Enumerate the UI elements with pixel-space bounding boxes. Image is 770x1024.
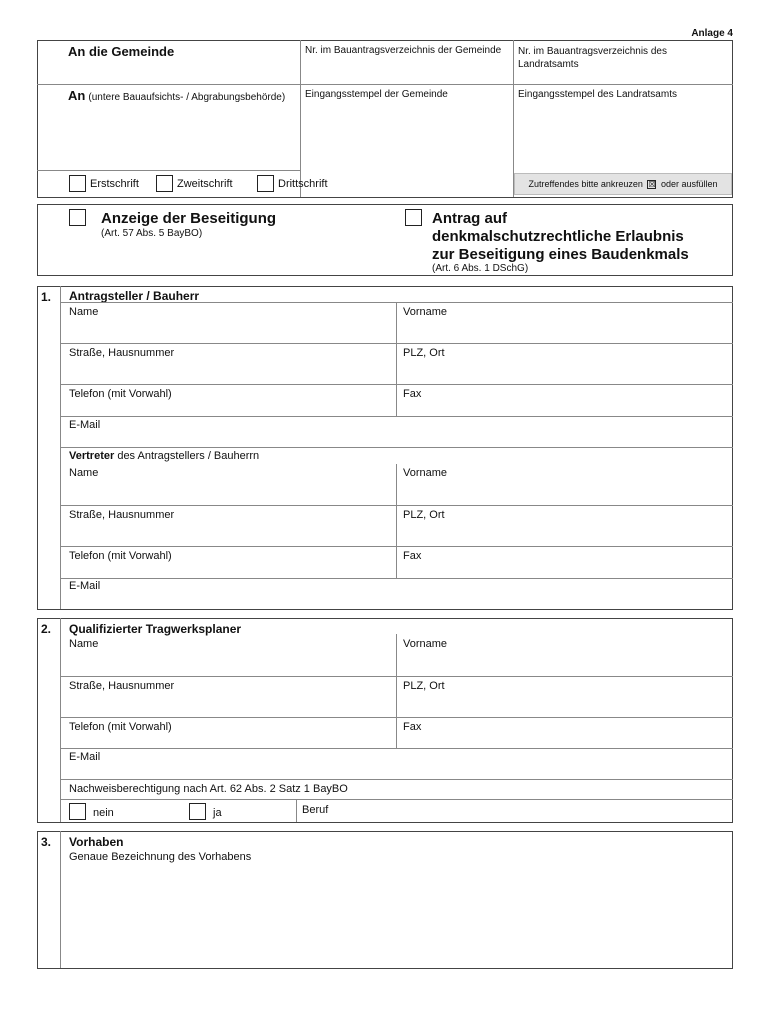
anlage-label: Anlage 4 [691,28,733,39]
anzeige-ref: (Art. 57 Abs. 5 BayBO) [101,228,203,239]
s1v-plz-label[interactable]: PLZ, Ort [403,509,445,521]
s2-line-1 [60,676,733,677]
header-row-line [37,84,733,85]
s1v-strasse-label[interactable]: Straße, Hausnummer [69,509,175,521]
hint-text-after: oder ausfüllen [660,179,718,189]
section2-title: Qualifizierter Tragwerksplaner [69,622,242,636]
header-copy-line [37,170,301,171]
vertreter-heading [69,450,259,462]
an-die-gemeinde: An die Gemeinde [68,44,175,59]
s1-email-label[interactable]: E-Mail [69,419,101,431]
s1-line-1 [60,343,733,344]
s2-telefon-label[interactable]: Telefon (mit Vorwahl) [69,721,172,733]
section2-margin-line [60,618,61,822]
ja-checkbox[interactable] [189,803,206,820]
section1-title: Antragsteller / Bauherr [69,289,200,303]
s2-name-label[interactable]: Name [69,638,99,650]
beruf-label[interactable]: Beruf [302,804,329,816]
antrag-line2: denkmalschutzrechtliche Erlaubnis [432,228,684,245]
an-behoerde: (untere Bauaufsichts- / Abgrabungsbehörde) [88,92,286,103]
s1-fax-label[interactable]: Fax [403,388,422,400]
s2-line-4 [60,779,733,780]
s2-plz-label[interactable]: PLZ, Ort [403,680,445,692]
section3-margin-line [60,831,61,968]
s1v-name-label[interactable]: Name [69,467,99,479]
antrag-ref: (Art. 6 Abs. 1 DSchG) [432,263,529,274]
drittschrift-label: Drittschrift [278,178,328,190]
s2-strasse-label[interactable]: Straße, Hausnummer [69,680,175,692]
s1-plz-label[interactable]: PLZ, Ort [403,347,445,359]
nr-landratsamt-label: Nr. im Bauantragsverzeichnis des Landratsamts [518,46,667,70]
s1-telefon-label[interactable]: Telefon (mit Vorwahl) [69,388,172,400]
s1v-email-label[interactable]: E-Mail [69,580,101,592]
an-prefix: An [68,88,86,103]
erstschrift-label: Erstschrift [90,178,139,190]
section3-number: 3. [41,835,52,849]
s1-line-2 [60,384,733,385]
s1v-telefon-label[interactable]: Telefon (mit Vorwahl) [69,550,172,562]
vertreter-rest: des Antragstellers / Bauherrn [114,450,260,462]
s1-line-4 [60,447,733,448]
s2-col-divider [396,634,397,748]
nr-gemeinde-label: Nr. im Bauantragsverzeichnis der Gemeinde [305,45,502,56]
antrag-checkbox[interactable] [405,209,422,226]
anzeige-checkbox[interactable] [69,209,86,226]
s1-name-label[interactable]: Name [69,306,99,318]
s1v-fax-label[interactable]: Fax [403,550,422,562]
header-divider-1 [300,40,301,197]
zweitschrift-label: Zweitschrift [177,178,233,190]
s1v-vorname-label[interactable]: Vorname [403,467,448,479]
anzeige-title: Anzeige der Beseitigung [101,210,277,227]
antrag-line3: zur Beseitigung eines Baudenkmals [432,246,689,263]
s1v-col-divider [396,464,397,578]
s2-nachweis-label: Nachweisberechtigung nach Art. 62 Abs. 2 Satz 1 BayBO [69,783,348,795]
hint-box [514,173,732,195]
s1-col-divider-1 [396,302,397,416]
drittschrift-checkbox[interactable] [257,175,274,192]
s1-vorname-label[interactable]: Vorname [403,306,448,318]
section3-title: Vorhaben [69,835,124,849]
s1-strasse-label[interactable]: Straße, Hausnummer [69,347,175,359]
s2-line-2 [60,717,733,718]
zweitschrift-checkbox[interactable] [156,175,173,192]
nein-label: nein [93,807,114,819]
checked-box-icon: ☒ [648,180,656,190]
vertreter-bold: Vertreter [69,450,115,462]
s1v-line-3 [60,578,733,579]
s1-line-3 [60,416,733,417]
vorhaben-label[interactable]: Genaue Bezeichnung des Vorhabens [69,851,252,863]
s2-line-5 [60,799,733,800]
hint-text-before: Zutreffendes bitte ankreuzen [528,179,643,189]
s2-fax-label[interactable]: Fax [403,721,422,733]
s2-beruf-divider [296,799,297,822]
section1-number: 1. [41,290,52,304]
s2-email-label[interactable]: E-Mail [69,751,101,763]
stempel-landratsamt-label: Eingangsstempel des Landratsamts [518,89,677,100]
s1v-line-2 [60,546,733,547]
erstschrift-checkbox[interactable] [69,175,86,192]
s1v-line-1 [60,505,733,506]
nein-checkbox[interactable] [69,803,86,820]
section2-number: 2. [41,622,52,636]
stempel-gemeinde-label: Eingangsstempel der Gemeinde [305,89,448,100]
s2-vorname-label[interactable]: Vorname [403,638,448,650]
antrag-line1: Antrag auf [432,210,507,227]
an-behoerde-line [68,88,285,103]
s2-line-3 [60,748,733,749]
ja-label: ja [213,807,222,819]
